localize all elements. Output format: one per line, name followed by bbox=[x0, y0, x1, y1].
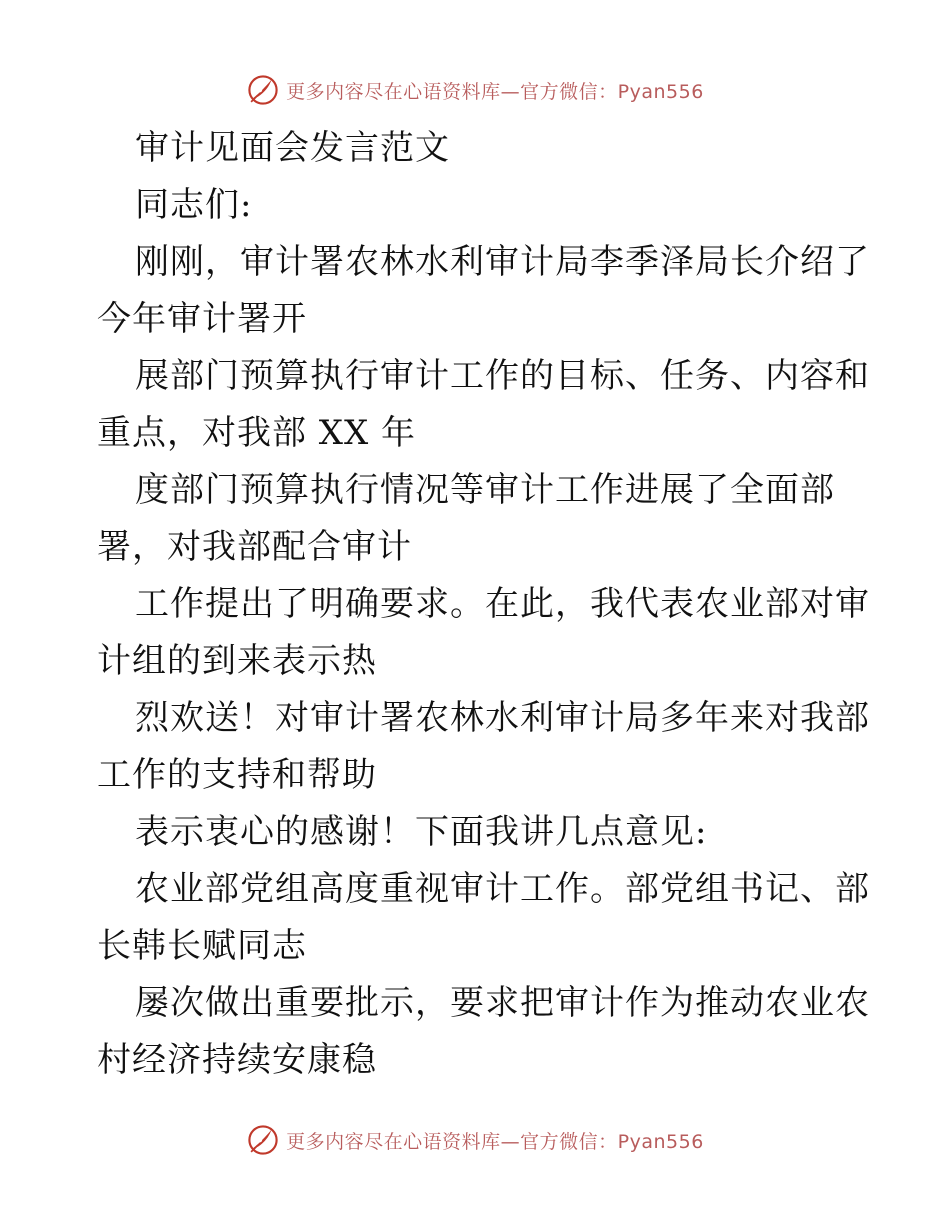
document-body bbox=[97, 120, 870, 1089]
text-line: 刚刚，审计署农林水利审计局李季泽局长介绍了 bbox=[135, 242, 870, 282]
text-line: 同志们: bbox=[135, 185, 253, 225]
text-line: 农业部党组高度重视审计工作。部党组书记、部 bbox=[135, 869, 870, 909]
text-line: 计组的到来表示热 bbox=[97, 641, 377, 681]
header-banner bbox=[0, 70, 950, 110]
text-line: 烈欢送！对审计署农林水利审计局多年来对我部 bbox=[135, 698, 870, 738]
quill-pen-logo-icon bbox=[246, 1123, 280, 1157]
banner-text: 更多内容尽在心语资料库—官方微信：Pyan556 bbox=[286, 1130, 704, 1153]
footer-banner bbox=[0, 1120, 950, 1160]
quill-pen-logo-icon bbox=[246, 73, 280, 107]
text-line: 工作的支持和帮助 bbox=[97, 755, 377, 795]
text-line: 长韩长赋同志 bbox=[97, 926, 307, 966]
text-line: 工作提出了明确要求。在此，我代表农业部对审 bbox=[135, 584, 870, 624]
banner-content bbox=[246, 1123, 704, 1157]
text-line: 村经济持续安康稳 bbox=[97, 1040, 377, 1080]
text-line: 屡次做出重要批示，要求把审计作为推动农业农 bbox=[135, 983, 870, 1023]
text-line: 展部门预算执行审计工作的目标、任务、内容和 bbox=[135, 356, 870, 396]
banner-text: 更多内容尽在心语资料库—官方微信：Pyan556 bbox=[286, 80, 704, 103]
text-line: 重点，对我部 XX 年 bbox=[97, 413, 417, 453]
text-line: 署，对我部配合审计 bbox=[97, 527, 412, 567]
text-line: 度部门预算执行情况等审计工作进展了全面部 bbox=[135, 470, 835, 510]
text-line: 表示衷心的感谢！下面我讲几点意见: bbox=[135, 812, 708, 852]
document-title: 审计见面会发言范文 bbox=[135, 128, 450, 168]
banner-content bbox=[246, 73, 704, 107]
text-line: 今年审计署开 bbox=[97, 299, 307, 339]
